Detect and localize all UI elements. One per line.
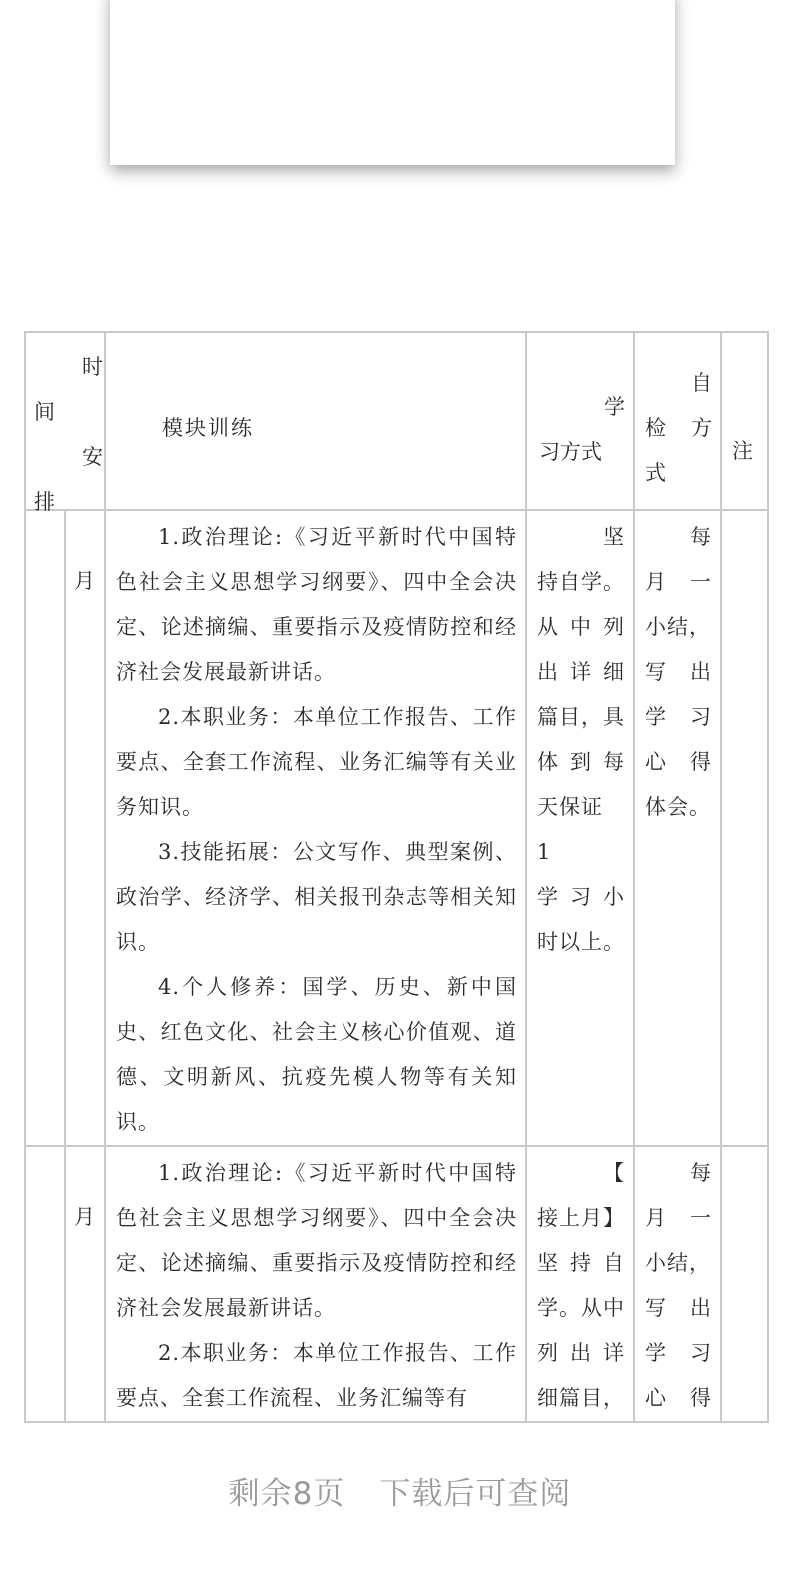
header-check-char: 自 (691, 371, 712, 395)
cell-text-line (537, 740, 625, 785)
cell-text-line (537, 1376, 625, 1421)
cell-text-fragment: 到 (570, 750, 592, 774)
cell-text-fragment: 详 (570, 660, 592, 684)
cell-text-fragment: 心 (645, 1386, 667, 1410)
cell-text-fragment: 每 (690, 525, 712, 549)
cell-text-line (645, 1331, 712, 1376)
download-prompt[interactable] (0, 1468, 800, 1513)
month-cell: 月 (65, 510, 105, 1146)
cell-text-fragment: 篇目，具 (537, 705, 625, 729)
cell-text-line (645, 1241, 712, 1286)
download-to-view-text: 下载后可查阅 (379, 1476, 572, 1512)
cell-text-fragment: 出 (690, 1296, 712, 1320)
cell-text-fragment: 坚 (603, 525, 625, 549)
table-row (25, 1146, 768, 1422)
cell-text-line (537, 1241, 625, 1286)
content-paragraph: 1.政治理论:《习近平新时代中国特色社会主义思想学习纲要》、四中全会决定、论述摘编、重要指示及疫情防控和经济社会发展最新讲话。 (116, 1161, 517, 1320)
content-paragraph: 2.本职业务：本单位工作报告、工作要点、全套工作流程、业务汇编等有 (116, 1341, 517, 1410)
cell-text-fragment: 详 (603, 1341, 625, 1365)
cell-text-line (537, 650, 625, 695)
remaining-pages-text: 剩余8页 (228, 1476, 346, 1512)
content-paragraph: 2.本职业务：本单位工作报告、工作要点、全套工作流程、业务汇编等有关业务知识。 (116, 705, 517, 819)
row-blank-cell (25, 1146, 65, 1422)
header-check-char: 式 (645, 461, 666, 485)
content-cell (105, 510, 526, 1146)
cell-text-line (645, 695, 712, 740)
cell-text-fragment: 列 (603, 615, 625, 639)
previous-page-card (110, 0, 675, 165)
cell-text-fragment: 时以上。 (537, 930, 625, 954)
cell-text-line (645, 1196, 712, 1241)
cell-text-line (537, 1331, 625, 1376)
cell-text-fragment: 月 (645, 1206, 667, 1230)
cell-text-fragment: 出 (570, 1341, 592, 1365)
cell-text-fragment: 一 (690, 570, 712, 594)
header-check-char: 方 (691, 416, 712, 440)
header-check-char: 检 (645, 416, 666, 440)
cell-text-fragment: 得 (690, 750, 712, 774)
cell-text-fragment: 学 (645, 705, 667, 729)
header-check (634, 332, 721, 510)
cell-text-fragment: 接上月】 (537, 1206, 625, 1230)
row-blank-cell (25, 510, 65, 1146)
cell-text-line (645, 515, 712, 560)
cell-text-fragment: 学 (645, 1341, 667, 1365)
cell-text-fragment: 细篇目， (537, 1386, 625, 1410)
month-cell: 月 (65, 1146, 105, 1422)
cell-text-line (537, 515, 625, 560)
content-cell (105, 1146, 526, 1422)
cell-text-fragment: 月 (645, 570, 667, 594)
header-method (526, 332, 634, 510)
cell-text-line (645, 560, 712, 605)
cell-text-fragment: 体 (537, 750, 559, 774)
content-paragraph: 1.政治理论:《习近平新时代中国特色社会主义思想学习纲要》、四中全会决定、论述摘编、重要指示及疫情防控和经济社会发展最新讲话。 (116, 525, 517, 684)
cell-text-fragment: 中 (570, 615, 592, 639)
cell-text-line (645, 1151, 712, 1196)
check-cell (634, 510, 721, 1146)
header-method-line: 学 (604, 395, 625, 419)
cell-text-fragment: 列 (537, 1341, 559, 1365)
cell-text-fragment: 细 (603, 660, 625, 684)
cell-text-fragment: 习 (570, 885, 592, 909)
cell-text-fragment: 出 (690, 660, 712, 684)
table-row (25, 510, 768, 1146)
cell-text-fragment: 每 (603, 750, 625, 774)
note-cell (721, 1146, 768, 1422)
cell-text-fragment: 学。从中 (537, 1296, 625, 1320)
header-char: 排 (34, 490, 55, 514)
cell-text-fragment: 小结， (645, 615, 711, 639)
content-paragraph: 4.个人修养：国学、历史、新中国史、红色文化、社会主义核心价值观、道德、文明新风、抗疫先模人物等有关知识。 (116, 975, 517, 1134)
cell-text-fragment: 得 (690, 1386, 712, 1410)
cell-text-fragment: 坚 (537, 1251, 559, 1275)
cell-text-line (537, 605, 625, 650)
header-char: 安 (82, 445, 103, 469)
cell-text-fragment: 小 (603, 885, 625, 909)
cell-text-fragment: 习 (690, 1341, 712, 1365)
cell-text-line (537, 920, 625, 965)
cell-text-fragment: 自 (603, 1251, 625, 1275)
cell-text-line (537, 1196, 625, 1241)
cell-text-line (645, 650, 712, 695)
cell-text-fragment: 天保证 1 (537, 795, 603, 864)
cell-text-fragment: 习 (690, 705, 712, 729)
check-cell (634, 1146, 721, 1422)
cell-text-fragment: 写 (645, 660, 667, 684)
cell-text-line (645, 740, 712, 785)
cell-text-fragment: 从 (537, 615, 559, 639)
cell-text-fragment: 一 (690, 1206, 712, 1230)
study-plan-table (24, 331, 769, 1423)
header-method-line: 习方式 (539, 440, 602, 464)
cell-text-fragment: 学 (537, 885, 559, 909)
note-cell (721, 510, 768, 1146)
cell-text-fragment: 体会。 (645, 795, 711, 819)
content-paragraph: 3.技能拓展：公文写作、典型案例、政治学、经济学、相关报刊杂志等相关知识。 (116, 840, 517, 954)
cell-text-line (645, 605, 712, 650)
cell-text-line (537, 1286, 625, 1331)
cell-text-line (537, 1151, 625, 1196)
cell-text-line (537, 785, 625, 875)
cell-text-line (645, 785, 712, 830)
cell-text-line (645, 1286, 712, 1331)
cell-text-line (537, 695, 625, 740)
method-cell (526, 510, 634, 1146)
method-cell (526, 1146, 634, 1422)
table-header-row (25, 332, 768, 510)
cell-text-fragment: 每 (690, 1161, 712, 1185)
header-time-arrangement (25, 332, 105, 514)
header-char: 间 (34, 400, 55, 424)
cell-text-fragment: 持自学。 (537, 570, 625, 594)
header-note: 注 (721, 332, 768, 510)
cell-text-fragment: 小结， (645, 1251, 711, 1275)
cell-text-fragment: 出 (537, 660, 559, 684)
cell-text-fragment: 持 (570, 1251, 592, 1275)
cell-text-line (537, 560, 625, 605)
cell-text-line (645, 1376, 712, 1421)
header-module: 模块训练 (105, 332, 526, 510)
cell-text-fragment: 【 (603, 1161, 625, 1185)
header-char: 时 (82, 355, 103, 379)
cell-text-fragment: 心 (645, 750, 667, 774)
cell-text-line (537, 875, 625, 920)
cell-text-fragment: 写 (645, 1296, 667, 1320)
